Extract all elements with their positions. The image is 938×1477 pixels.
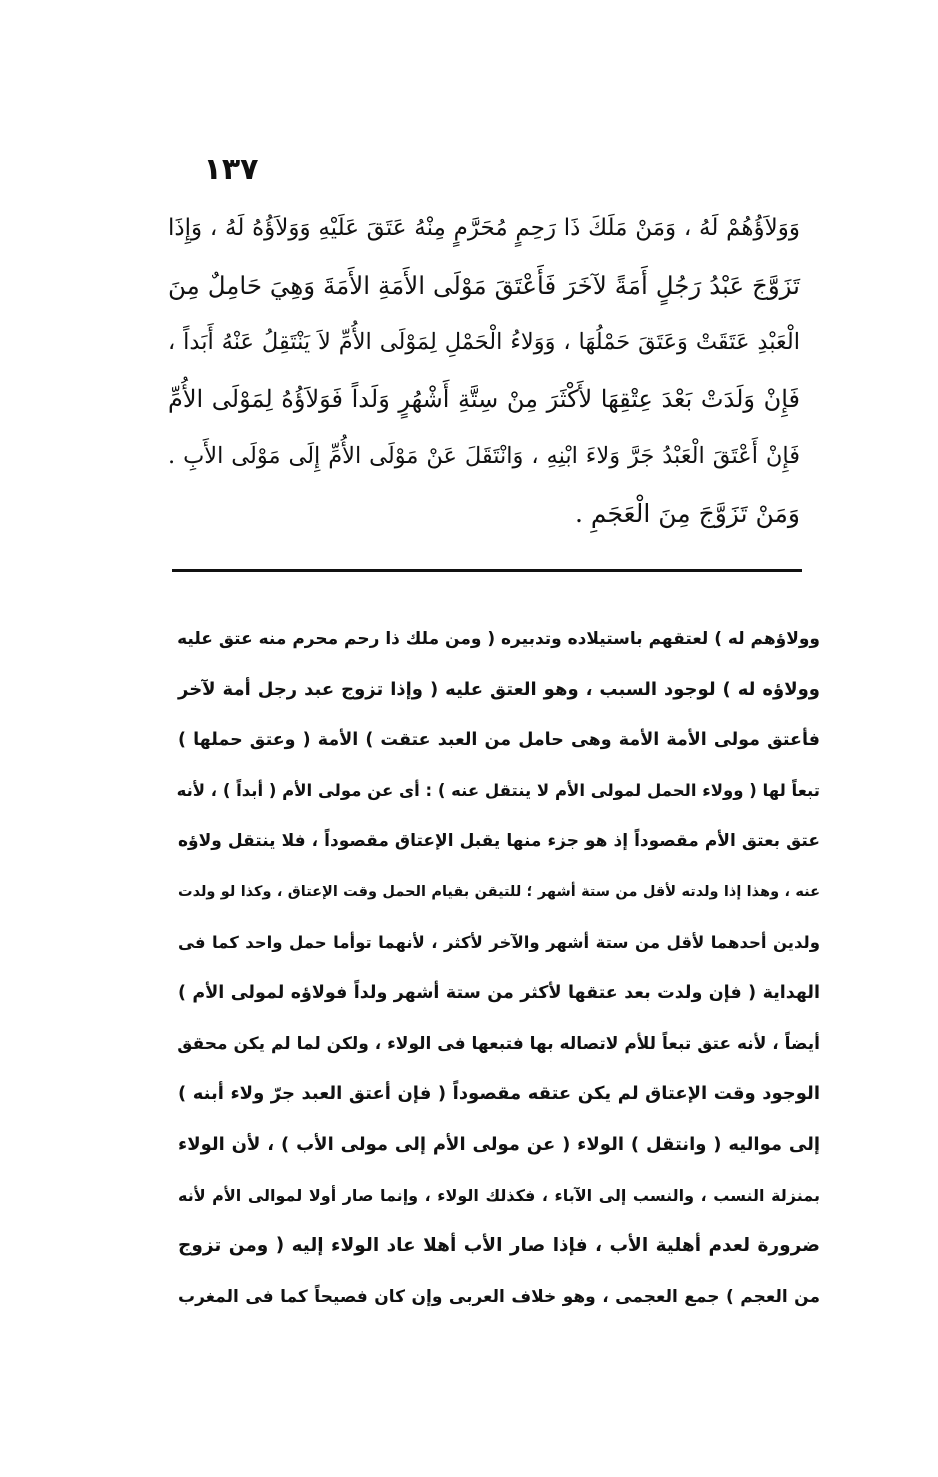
commentary-block (178, 614, 820, 1322)
commentary-line: فأعتق مولى الأمة الأمة وهى حامل من العبد عتقت ) الأمة ( وعتق حملها ) (178, 730, 820, 751)
main-text-line: الْعَبْدِ عَتَقَتْ وَعَتَقَ حَمْلُهَا ، وَوَلاءُ الْحَمْلِ لِمَوْلَى الأُمِّ لاَ يَنْتَقِلُ عَنْهُ أَبَداً ، (168, 329, 800, 355)
commentary-line: وولاؤه له ) لوجود السبب ، وهو العتق عليه ( وإذا تزوج عبد رجل أمة لآخر (178, 678, 820, 700)
section-divider (172, 569, 802, 572)
commentary-line: ولدين أحدهما لأقل من ستة أشهر والآخر لأكثر ، لأنهما توأما حمل واحد كما فى (178, 932, 820, 952)
main-text-line: تَزَوَّجَ عَبْدُ رَجُلٍ أَمَةً لآخَرَ فَأَعْتَقَ مَوْلَى الأَمَةِ الأَمَةَ وَهِيَ حَامِلٌ مِنَ (168, 271, 800, 300)
commentary-line: إلى مواليه ( وانتقل ) الولاء ( عن مولى الأم إلى مولى الأب ) ، لأن الولاء (178, 1133, 820, 1155)
page-number: ١٣٧ (203, 152, 259, 187)
commentary-line: الهداية ( فإن ولدت بعد عتقها لأكثر من ستة أشهر ولداً فولاؤه لمولى الأم ) (178, 983, 820, 1004)
commentary-line: عنه ، وهذا إذا ولدته لأقل من ستة أشهر ؛ للتيقن بقيام الحمل وقت الإعتاق ، وكذا لو ولدت (178, 883, 820, 900)
commentary-line: أيضاً ، لأنه عتق تبعاً للأم لاتصاله بها فتبعها فى الولاء ، ولكن لما لم يكن محقق (177, 1033, 820, 1054)
commentary-line: الوجود وقت الإعتاق لم يكن عتقه مقصوداً ( فإن أعتق العبد جرّ ولاء أبنه ) (178, 1083, 820, 1105)
commentary-line: وولاؤهم له ) لعتقهم باستيلاده وتدبيره ( ومن ملك ذا رحم محرم منه عتق عليه (177, 629, 820, 649)
commentary-line: من العجم ) جمع العجمى ، وهو خلاف العربى وإن كان فصيحاً كما فى المغرب (178, 1286, 820, 1307)
main-text-line: وَوَلاَؤُهُمْ لَهُ ، وَمَنْ مَلَكَ ذَا رَحِمٍ مُحَرَّمٍ مِنْهُ عَتَقَ عَلَيْهِ وَوَلاَؤُهُ لَهُ ، وَإِذَا (168, 215, 800, 241)
commentary-line: ضرورة لعدم أهلية الأب ، فإذا صار الأب أهلا عاد الولاء إليه ( ومن تزوج (178, 1235, 820, 1257)
main-text-line: فَإِنْ أَعْتَقَ الْعَبْدُ جَرَّ وَلاءَ ابْنِهِ ، وَانْتَقَلَ عَنْ مَوْلَى الأُمِّ إِلَى مَوْلَى الأَبِ . (168, 443, 800, 469)
commentary-line: بمنزلة النسب ، والنسب إلى الآباء ، فكذلك الولاء ، وإنما صار أولا لموالى الأم لأنه (178, 1185, 820, 1205)
commentary-line: تبعاً لها ( وولاء الحمل لمولى الأم لا ينتقل عنه ) : أى عن مولى الأم ( أبداً ) ، لأنه (176, 780, 820, 800)
main-text-line: وَمَنْ تَزَوَّجَ مِنَ الْعَجَمِ . (574, 499, 800, 528)
commentary-line: عتق بعتق الأم مقصوداً إذ هو جزء منها يقبل الإعتاق مقصوداً ، فلا ينتقل ولاؤه (178, 831, 820, 852)
main-text-line: فَإِنْ وَلَدَتْ بَعْدَ عِتْقِهَا لأَكْثَرَ مِنْ سِتَّةِ أَشْهُرٍ وَلَداً فَوَلاَؤُهُ لِمَوْلَى الأُمِّ (168, 385, 800, 413)
main-text-block (168, 200, 800, 542)
